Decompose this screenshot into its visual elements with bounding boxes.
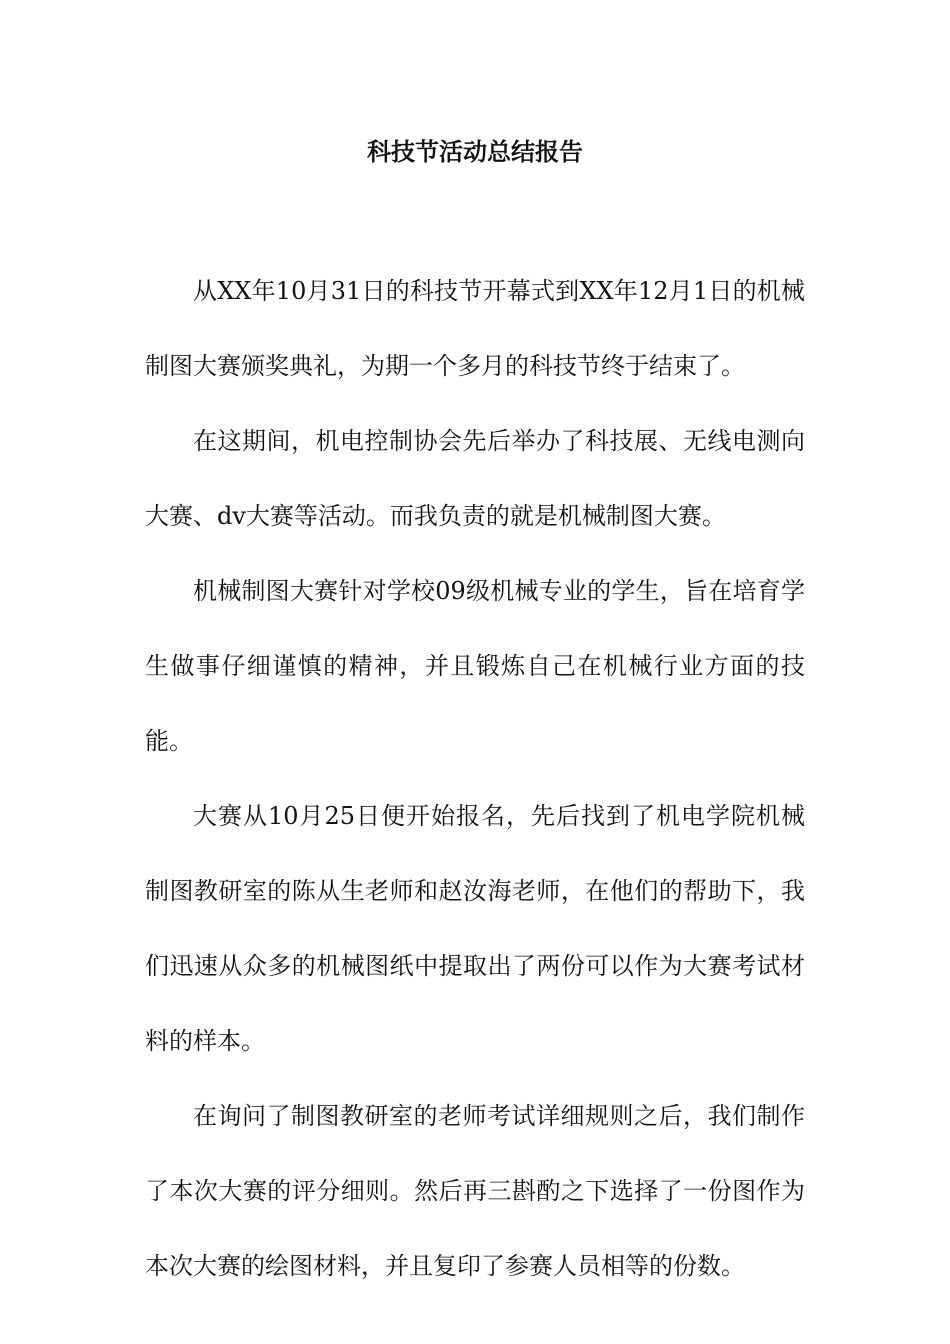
document-title: 科技节活动总结报告 <box>367 137 583 166</box>
document-body <box>145 254 805 1304</box>
paragraph-4: 大赛从10月25日便开始报名，先后找到了机电学院机械制图教研室的陈从生老师和赵汝海老师，在他们的帮助下，我们迅速从众多的机械图纸中提取出了两份可以作为大赛考试材料的样本。 <box>145 802 805 1055</box>
paragraph-3: 机械制图大赛针对学校09级机械专业的学生，旨在培育学生做事仔细谨慎的精神，并且锻炼自己在机械行业方面的技能。 <box>145 577 805 755</box>
paragraph-1: 从XX年10月31日的科技节开幕式到XX年12月1日的机械制图大赛颁奖典礼，为期一个多月的科技节终于结束了。 <box>145 277 805 380</box>
paragraph-2: 在这期间，机电控制协会先后举办了科技展、无线电测向大赛、dv大赛等活动。而我负责的就是机械制图大赛。 <box>145 427 805 530</box>
paragraph-5: 在询问了制图教研室的老师考试详细规则之后，我们制作了本次大赛的评分细则。然后再三斟酌之下选择了一份图作为本次大赛的绘图材料，并且复印了参赛人员相等的份数。 <box>145 1102 805 1280</box>
